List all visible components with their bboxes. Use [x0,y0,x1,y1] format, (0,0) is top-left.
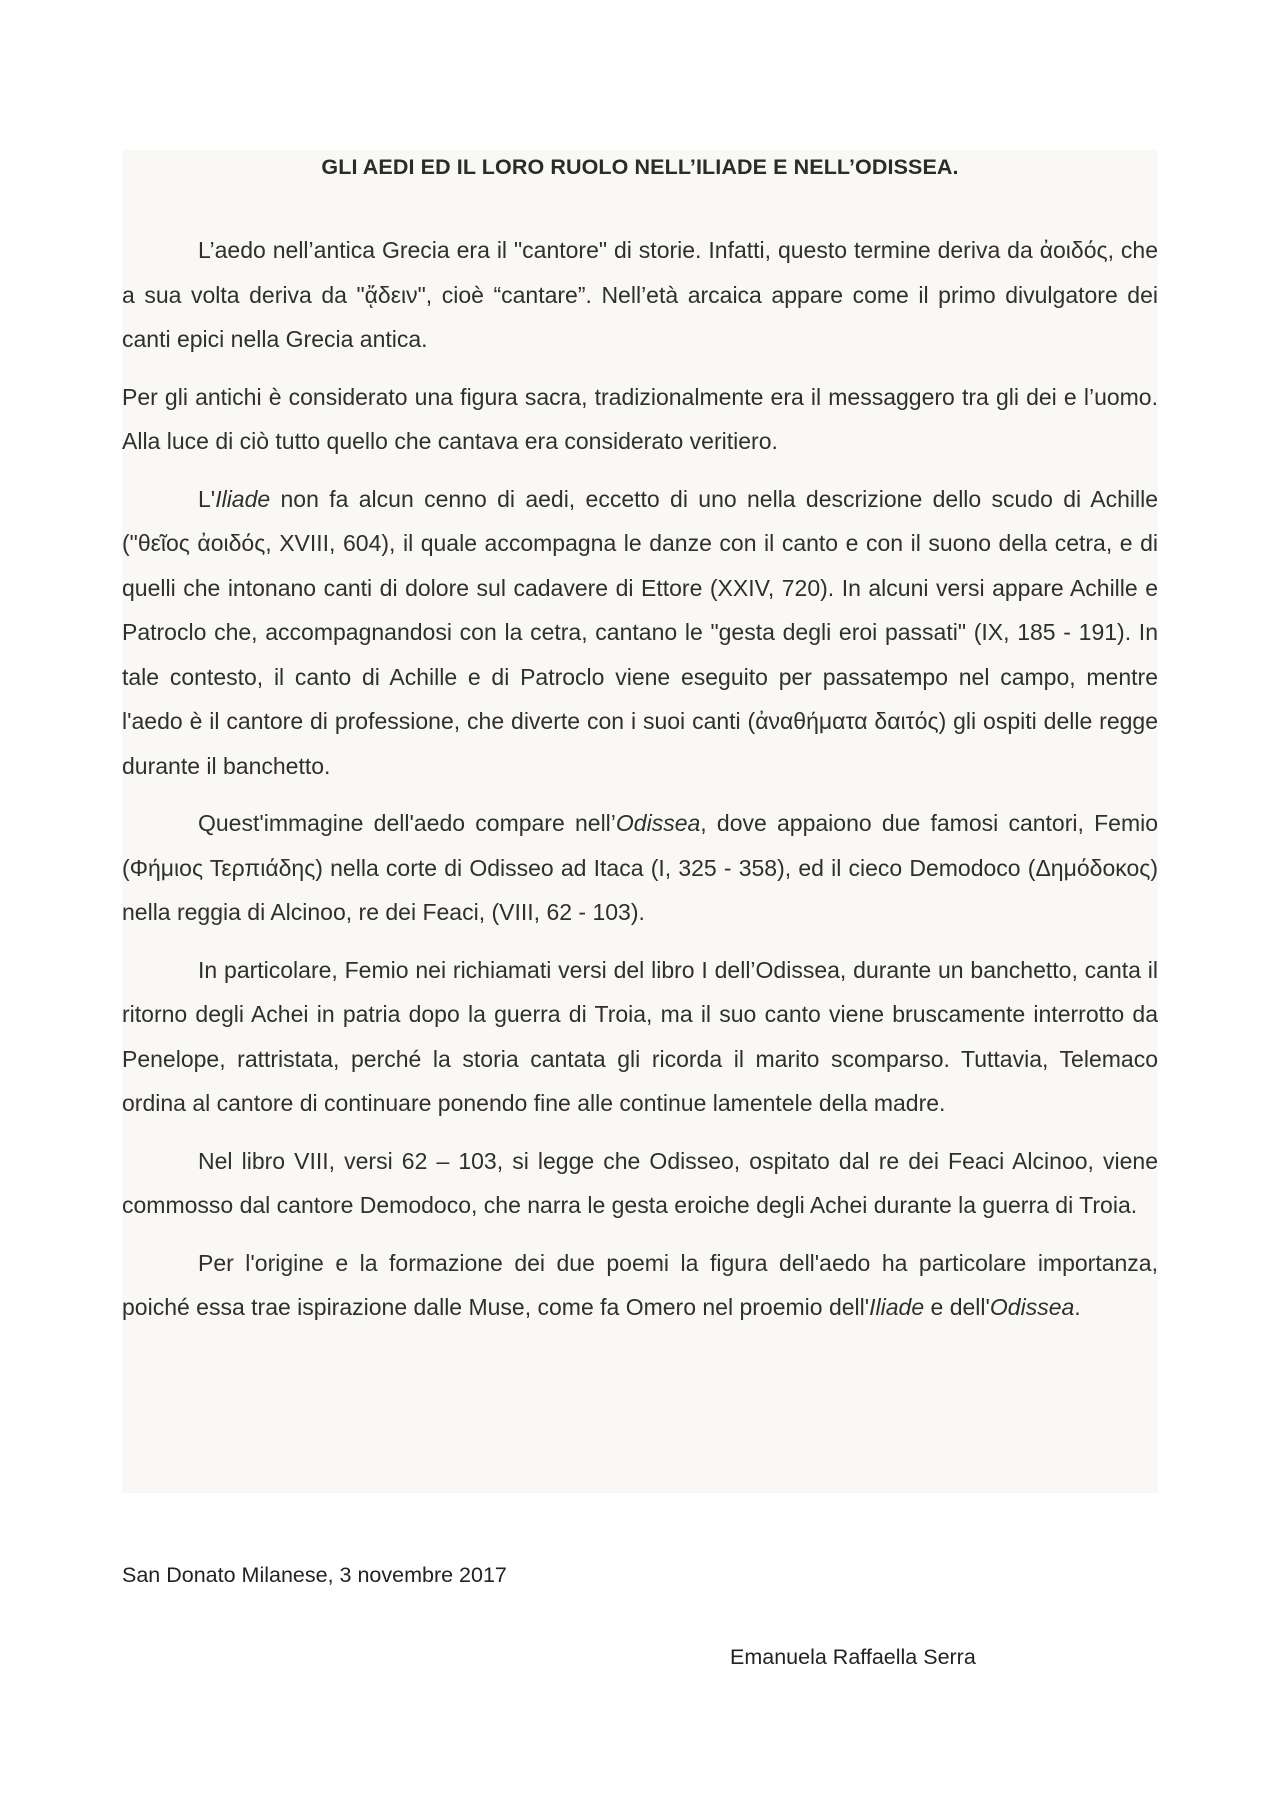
odissea-title: Odissea [615,810,701,836]
document-title: GLI AEDI ED IL LORO RUOLO NELL’ILIADE E NELL’ODISSEA. [321,155,959,179]
paragraph-7 [122,1241,1158,1330]
paragraph-7-end: . [1074,1294,1081,1320]
place-date: San Donato Milanese, 3 novembre 2017 [122,1563,507,1587]
paragraph-5: In particolare, Femio nei richiamati versi del libro I dell’Odissea, durante un banchetto, canta il ritorno degli Achei in patria dopo la guerra di Troia, ma il suo canto viene bruscamente interrotto da Penelope, rattristata, perché la storia cantata gli ricorda il marito scomparso. Tuttavia, Telemaco ordina al cantore di continuare ponendo fine alle continue lamentele della madre. [122,956,1158,1116]
paragraph-7-text: Per l'origine e la formazione dei due poemi la figura dell'aedo ha particolare importanza, poiché essa trae ispirazione dalle Muse, come fa Omero nel proemio dell' [122,1249,1158,1320]
paragraph-3-prefix: L' [198,485,216,512]
paragraph-4 [122,801,1158,935]
paragraph-3-text: non fa alcun cenno di aedi, eccetto di uno nella descrizione dello scudo di Achille ("θεῖος ἀοιδός, XVIII, 604), il quale accompagna le danze con il canto e con il suono della cetra, e di quelli che intonano canti di dolore sul cadavere di Ettore (XXIV, 720). In alcuni versi appare Achille e Patroclo che, accompagnandosi con la cetra, cantano le "gesta degli eroi passati" (IX, 185 - 191). In tale contesto, il canto di Achille e di Patroclo viene eseguito per passatempo nel campo, mentre l'aedo è il cantore di professione, che diverte con i suoi canti (ἀναθήματα δαιτός) gli ospiti delle regge durante il banchetto. [122,485,1158,779]
paragraph-4-prefix: Quest'immagine dell'aedo compare nell’ [198,810,616,836]
paragraph-1: L’aedo nell’antica Grecia era il "cantore" di storie. Infatti, questo termine deriva da ἀοιδός, che a sua volta deriva da "ᾄδειν", cioè “cantare”. Nell’età arcaica appare come il primo divulgatore dei canti epici nella Grecia antica. [122,237,1158,352]
paragraph-6: Nel libro VIII, versi 62 – 103, si legge che Odisseo, ospitato dal re dei Feaci Alcinoo, viene commosso dal cantore Demodoco, che narra le gesta eroiche degli Achei durante la guerra di Troia. [122,1147,1158,1218]
document-body [122,228,1158,1343]
paragraph-7-conjunction: e dell' [924,1294,990,1320]
iliade-title: Iliade [215,485,271,512]
author-signature: Emanuela Raffaella Serra [730,1645,976,1669]
odissea-title: Odissea [989,1294,1075,1320]
iliade-title: Iliade [869,1294,925,1320]
paragraph-2: Per gli antichi è considerato una figura sacra, tradizionalmente era il messaggero tra gli dei e l’uomo. Alla luce di ciò tutto quello che cantava era considerato veritiero. [122,383,1158,454]
paragraph-4-text: , dove appaiono due famosi cantori, Femio (Φήμιος Τερπιάδης) nella corte di Odisseo ad Itaca (I, 325 - 358), ed il cieco Demodoco (Δημόδοκος) nella reggia di Alcinoo, re dei Feaci, (VIII, 62 - 103). [122,810,1158,925]
paragraph-3 [122,477,1158,789]
